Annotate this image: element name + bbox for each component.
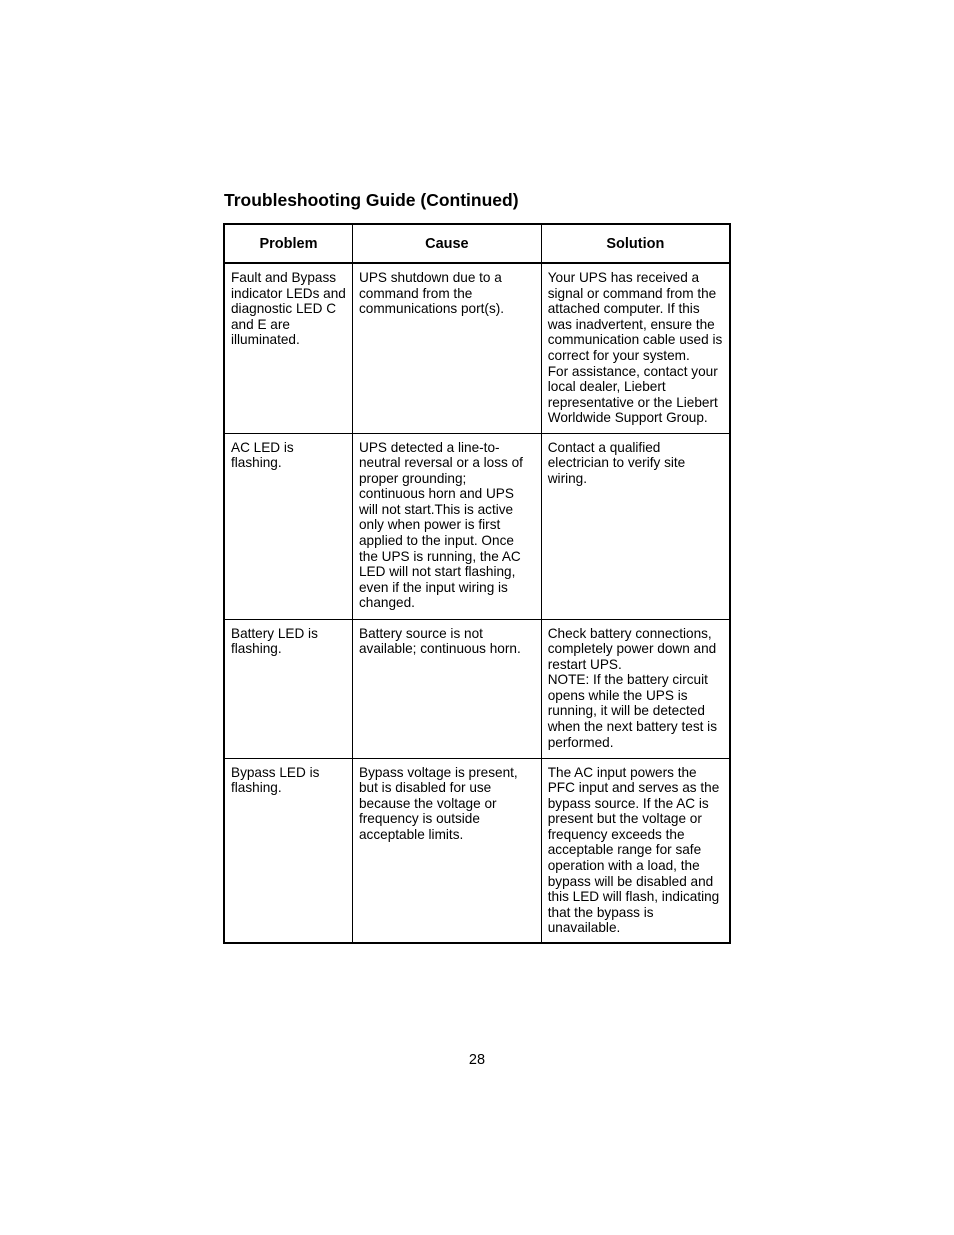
header-problem: Problem [224, 224, 353, 263]
solution-cell [541, 758, 730, 943]
header-solution: Solution [541, 224, 730, 263]
solution-text: The AC input powers the PFC input and serves as the bypass source. If the AC is present but the voltage or frequency exceeds the acceptable range for safe operation with a load, the bypass will be disabled and this LED will flash, indicating that the bypass is unavailable. [547, 764, 720, 936]
solution-cell [541, 433, 730, 619]
table-row [224, 758, 730, 943]
solution-cell [541, 263, 730, 433]
troubleshooting-table [223, 223, 731, 944]
table-header-row [224, 224, 730, 263]
solution-text: Contact a qualified electrician to verify site wiring. [547, 439, 686, 486]
cause-cell: Bypass voltage is present, but is disabled for use because the voltage or frequency is outside acceptable limits. [353, 758, 542, 943]
table-row [224, 433, 730, 619]
problem-cell: Battery LED is flashing. [224, 619, 353, 758]
solution-text: NOTE: If the battery circuit opens while the UPS is running, it will be detected when the next battery test is performed. [547, 672, 717, 750]
page-title: Troubleshooting Guide (Continued) [224, 190, 519, 210]
table-row [224, 263, 730, 433]
solution-cell [541, 619, 730, 758]
cause-cell: UPS shutdown due to a command from the communications port(s). [353, 263, 542, 433]
solution-text: Check battery connections, completely power down and restart UPS. [547, 625, 717, 672]
problem-cell: Bypass LED is flashing. [224, 758, 353, 943]
cause-cell: UPS detected a line-to-neutral reversal or a loss of proper grounding; continuous horn and UPS will not start.This is active only when power is first applied to the input. Once the UPS is running, the AC LED will not start flashing, even if the input wiring is changed. [353, 433, 542, 619]
solution-text: For assistance, contact your local dealer, Liebert representative or the Liebert Worldwide Support Group. [547, 363, 718, 426]
header-cause: Cause [353, 224, 542, 263]
page-number: 28 [468, 1052, 486, 1068]
solution-text: Your UPS has received a signal or command from the attached computer. If this was inadvertent, ensure the communication cable used is correct for your system. [547, 270, 723, 363]
table-row [224, 619, 730, 758]
problem-cell: Fault and Bypass indicator LEDs and diagnostic LED C and E are illuminated. [224, 263, 353, 433]
cause-cell: Battery source is not available; continuous horn. [353, 619, 542, 758]
problem-cell: AC LED is flashing. [224, 433, 353, 619]
